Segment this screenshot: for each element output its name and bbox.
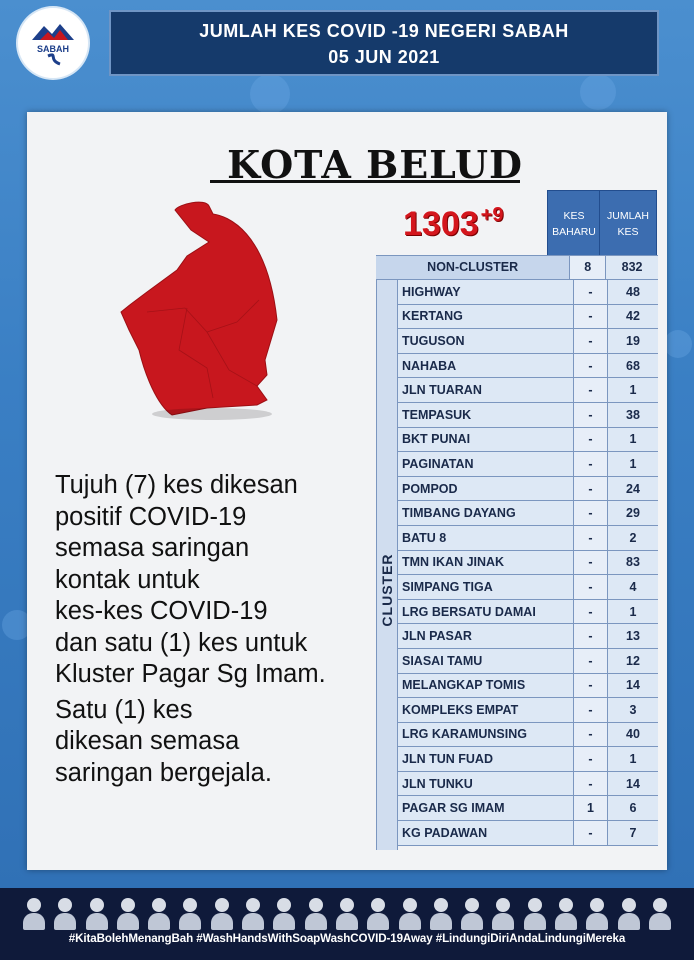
table-row bbox=[398, 747, 658, 772]
row-new: - bbox=[574, 747, 608, 771]
row-name: PAGAR SG IMAM bbox=[398, 796, 574, 820]
table-row bbox=[398, 329, 658, 354]
person-icon bbox=[491, 896, 515, 930]
table-row bbox=[398, 723, 658, 748]
person-icon bbox=[398, 896, 422, 930]
person-icon bbox=[147, 896, 171, 930]
row-total: 83 bbox=[608, 551, 658, 575]
person-icon bbox=[116, 896, 140, 930]
person-icon bbox=[22, 896, 46, 930]
person-icon bbox=[53, 896, 77, 930]
row-new: 1 bbox=[574, 796, 608, 820]
row-name: LRG KARAMUNSING bbox=[398, 723, 574, 747]
description-line: dan satu (1) kes untuk bbox=[55, 628, 308, 657]
row-name: KOMPLEKS EMPAT bbox=[398, 698, 574, 722]
total-cases-value: 1303 bbox=[403, 205, 479, 243]
row-new: - bbox=[574, 428, 608, 452]
person-icon bbox=[210, 896, 234, 930]
row-total: 3 bbox=[608, 698, 658, 722]
row-new: - bbox=[574, 772, 608, 796]
row-name: JLN TUARAN bbox=[398, 378, 574, 402]
description-line: saringan bergejala. bbox=[55, 758, 272, 787]
row-new: - bbox=[574, 477, 608, 501]
person-icon bbox=[304, 896, 328, 930]
cases-table bbox=[376, 255, 658, 280]
row-name: TEMPASUK bbox=[398, 403, 574, 427]
table-row bbox=[398, 821, 658, 846]
virus-decoration bbox=[664, 330, 692, 358]
row-total: 6 bbox=[608, 796, 658, 820]
table-row bbox=[398, 280, 658, 305]
footer-banner bbox=[0, 888, 694, 960]
cluster-label-text: CLUSTER bbox=[379, 553, 395, 627]
table-row bbox=[398, 354, 658, 379]
table-row bbox=[398, 305, 658, 330]
row-total: 48 bbox=[608, 280, 658, 304]
description-line: dikesan semasa bbox=[55, 727, 240, 755]
row-new: - bbox=[574, 329, 608, 353]
row-name: MELANGKAP TOMIS bbox=[398, 674, 574, 698]
row-name: TMN IKAN JINAK bbox=[398, 551, 574, 575]
row-new: - bbox=[574, 403, 608, 427]
person-icon bbox=[85, 896, 109, 930]
person-icon bbox=[272, 896, 296, 930]
cluster-rows bbox=[398, 280, 658, 846]
row-name: SIASAI TAMU bbox=[398, 649, 574, 673]
table-row bbox=[398, 649, 658, 674]
row-total: 1 bbox=[608, 452, 658, 476]
table-row bbox=[398, 551, 658, 576]
row-new: - bbox=[574, 551, 608, 575]
new-cases-value: +9 bbox=[480, 204, 504, 226]
row-total: 1 bbox=[608, 747, 658, 771]
table-row bbox=[398, 624, 658, 649]
row-new: 8 bbox=[570, 256, 606, 279]
row-new: - bbox=[574, 600, 608, 624]
row-total: 12 bbox=[608, 649, 658, 673]
row-name: LRG BERSATU DAMAI bbox=[398, 600, 574, 624]
row-new: - bbox=[574, 354, 608, 378]
row-new: - bbox=[574, 575, 608, 599]
person-icon bbox=[178, 896, 202, 930]
district-underline bbox=[210, 180, 520, 183]
person-icon bbox=[554, 896, 578, 930]
description-line: semasa saringan bbox=[55, 534, 250, 562]
row-new: - bbox=[574, 305, 608, 329]
row-name: JLN TUN FUAD bbox=[398, 747, 574, 771]
row-name: HIGHWAY bbox=[398, 280, 574, 304]
row-total: 14 bbox=[608, 772, 658, 796]
row-name: KG PADAWAN bbox=[398, 821, 574, 845]
row-new: - bbox=[574, 526, 608, 550]
row-new: - bbox=[574, 821, 608, 845]
row-total: 40 bbox=[608, 723, 658, 747]
table-row bbox=[398, 501, 658, 526]
row-name: POMPOD bbox=[398, 477, 574, 501]
col-header-new: KES BAHARU bbox=[547, 190, 601, 258]
row-total: 14 bbox=[608, 674, 658, 698]
row-name: JLN TUNKU bbox=[398, 772, 574, 796]
row-total: 42 bbox=[608, 305, 658, 329]
person-icon bbox=[585, 896, 609, 930]
table-row bbox=[398, 477, 658, 502]
row-new: - bbox=[574, 280, 608, 304]
table-row bbox=[398, 452, 658, 477]
description-line: kes-kes COVID-19 bbox=[55, 597, 268, 625]
row-name: BATU 8 bbox=[398, 526, 574, 550]
row-new: - bbox=[574, 674, 608, 698]
person-icon bbox=[429, 896, 453, 930]
virus-decoration bbox=[580, 74, 616, 110]
virus-decoration bbox=[250, 74, 290, 114]
row-new: - bbox=[574, 501, 608, 525]
row-new: - bbox=[574, 723, 608, 747]
row-total: 2 bbox=[608, 526, 658, 550]
row-total: 7 bbox=[608, 821, 658, 845]
row-new: - bbox=[574, 698, 608, 722]
footer-hashtags: #KitaBolehMenangBah #WashHandsWithSoapWashCOVID-19Away #LindungiDiriAndaLindungiMereka bbox=[68, 932, 626, 945]
table-row bbox=[398, 575, 658, 600]
frontliners-icons bbox=[22, 896, 672, 932]
person-icon bbox=[460, 896, 484, 930]
row-total: 1 bbox=[608, 600, 658, 624]
row-total: 68 bbox=[608, 354, 658, 378]
person-icon bbox=[523, 896, 547, 930]
row-total: 832 bbox=[606, 256, 658, 279]
page-header bbox=[109, 10, 659, 76]
row-name: SIMPANG TIGA bbox=[398, 575, 574, 599]
logo-text: SABAH bbox=[36, 44, 69, 54]
row-total: 29 bbox=[608, 501, 658, 525]
person-icon bbox=[241, 896, 265, 930]
table-row bbox=[398, 796, 658, 821]
description-line: positif COVID-19 bbox=[55, 502, 247, 531]
person-icon bbox=[648, 896, 672, 930]
row-total: 38 bbox=[608, 403, 658, 427]
table-row-non-cluster bbox=[376, 255, 658, 280]
row-new: - bbox=[574, 649, 608, 673]
row-name: BKT PUNAI bbox=[398, 428, 574, 452]
person-icon bbox=[366, 896, 390, 930]
description-text bbox=[55, 470, 385, 789]
district-map-icon bbox=[117, 200, 287, 425]
header-date: 05 JUN 2021 bbox=[328, 47, 440, 67]
row-total: 1 bbox=[608, 428, 658, 452]
row-new: - bbox=[574, 378, 608, 402]
row-total: 24 bbox=[608, 477, 658, 501]
sabah-logo bbox=[18, 8, 88, 78]
content-panel bbox=[27, 112, 667, 870]
person-icon bbox=[335, 896, 359, 930]
row-name: TUGUSON bbox=[398, 329, 574, 353]
row-name: KERTANG bbox=[398, 305, 574, 329]
total-cases bbox=[403, 204, 503, 244]
description-line: Kluster Pagar Sg Imam. bbox=[55, 660, 326, 688]
table-row bbox=[398, 698, 658, 723]
row-name: NAHABA bbox=[398, 354, 574, 378]
header-title: JUMLAH KES COVID -19 NEGERI SABAH bbox=[199, 21, 569, 41]
table-row bbox=[398, 428, 658, 453]
description-line: kontak untuk bbox=[55, 565, 200, 594]
cluster-label bbox=[376, 280, 398, 850]
table-row bbox=[398, 600, 658, 625]
table-row bbox=[398, 526, 658, 551]
col-header-total: JUMLAH KES bbox=[599, 190, 657, 258]
table-row bbox=[398, 403, 658, 428]
table-row bbox=[398, 674, 658, 699]
person-icon bbox=[617, 896, 641, 930]
row-total: 4 bbox=[608, 575, 658, 599]
district-name: KOTA BELUD bbox=[227, 142, 523, 187]
row-total: 19 bbox=[608, 329, 658, 353]
table-row bbox=[398, 378, 658, 403]
row-name: PAGINATAN bbox=[398, 452, 574, 476]
row-new: - bbox=[574, 624, 608, 648]
row-name: JLN PASAR bbox=[398, 624, 574, 648]
description-line: Tujuh (7) kes dikesan bbox=[55, 471, 298, 499]
row-total: 1 bbox=[608, 378, 658, 402]
table-row bbox=[398, 772, 658, 797]
row-new: - bbox=[574, 452, 608, 476]
description-line: Satu (1) kes bbox=[55, 695, 193, 724]
row-name: NON-CLUSTER bbox=[376, 256, 570, 279]
row-total: 13 bbox=[608, 624, 658, 648]
row-name: TIMBANG DAYANG bbox=[398, 501, 574, 525]
